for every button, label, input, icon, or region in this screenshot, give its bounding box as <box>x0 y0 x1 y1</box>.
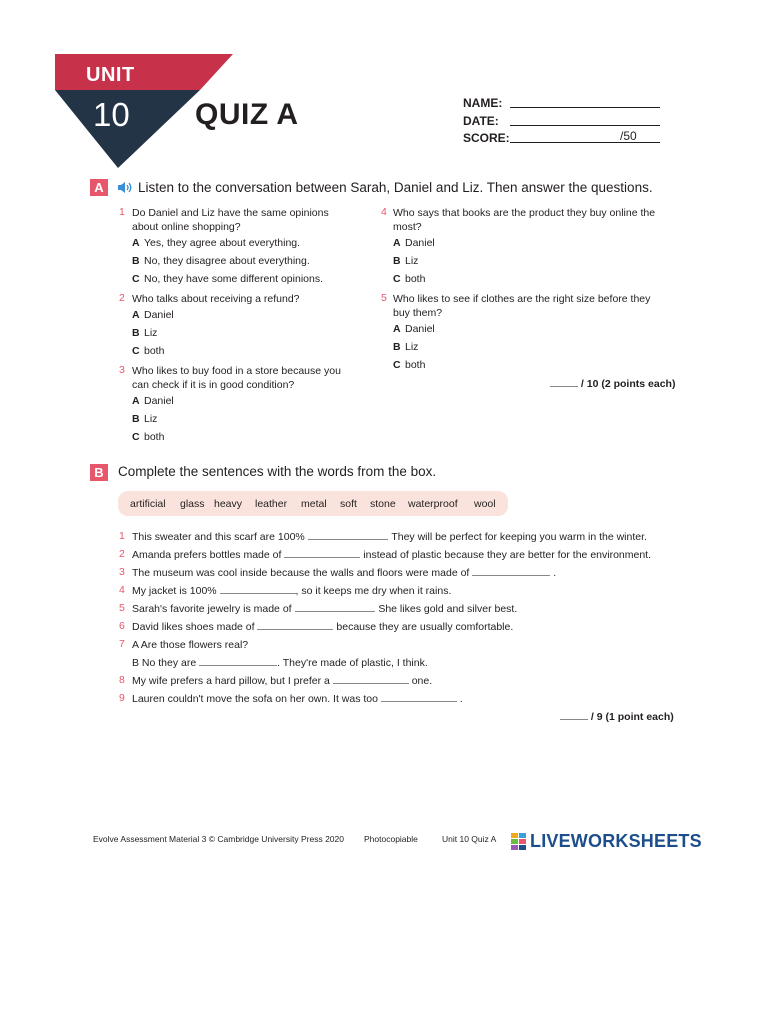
sentence-8: My wife prefers a hard pillow, but I prefer a one. <box>132 675 433 687</box>
score-total: /50 <box>620 129 637 143</box>
word-leather[interactable]: leather <box>255 498 288 510</box>
question-5-text: Who likes to see if clothes are the right size before they buy them? <box>393 293 651 319</box>
section-b-instruction: Complete the sentences with the words from the box. <box>118 464 437 479</box>
section-b-badge: B <box>90 464 108 481</box>
question-number: 1 <box>119 206 125 218</box>
q3-option-a[interactable]: A Daniel <box>132 395 174 407</box>
sentence-number: 9 <box>119 692 125 704</box>
word-glass[interactable]: glass <box>180 498 205 510</box>
unit-number: 10 <box>93 96 130 133</box>
sentence-2-blank[interactable] <box>284 548 360 558</box>
sentence-4: My jacket is 100% , so it keeps me dry when it rains. <box>132 585 452 597</box>
name-label: NAME: <box>463 96 503 110</box>
word-stone[interactable]: stone <box>370 498 396 510</box>
liveworksheets-brand: LIVEWORKSHEETS <box>530 831 702 851</box>
sentence-number: 3 <box>119 566 125 578</box>
copyright-text: Evolve Assessment Material 3 © Cambridge University Press 2020 <box>93 834 344 844</box>
section-b-score: / 9 (1 point each) <box>560 710 674 723</box>
question-number: 5 <box>381 292 387 304</box>
word-wool[interactable]: wool <box>474 498 496 510</box>
sentence-3: The museum was cool inside because the walls and floors were made of . <box>132 567 557 579</box>
q5-option-b[interactable]: B Liz <box>393 341 419 353</box>
sentence-2: Amanda prefers bottles made of instead of plastic because they are better for the environment. <box>132 549 652 561</box>
sentence-number: 2 <box>119 548 125 560</box>
q1-option-c[interactable]: C No, they have some different opinions. <box>132 273 323 285</box>
date-field[interactable] <box>510 125 660 126</box>
question-4-text: Who says that books are the product they buy online the most? <box>393 207 656 233</box>
photocopiable-text: Photocopiable <box>364 834 418 844</box>
audio-speaker-icon[interactable] <box>117 181 133 194</box>
sentence-number: 1 <box>119 530 125 542</box>
sentence-3-blank[interactable] <box>472 566 550 576</box>
q2-option-a[interactable]: A Daniel <box>132 309 174 321</box>
page-reference: Unit 10 Quiz A <box>442 834 497 844</box>
question-1-text: Do Daniel and Liz have the same opinions about online shopping? <box>132 207 329 233</box>
question-number: 3 <box>119 364 125 376</box>
section-b-score-field[interactable] <box>560 710 588 720</box>
sentence-7b: B No they are . They're made of plastic, I think. <box>132 657 428 669</box>
q4-option-a[interactable]: A Daniel <box>393 237 435 249</box>
unit-label: UNIT <box>86 64 135 86</box>
sentence-5: Sarah's favorite jewelry is made of . She likes gold and silver best. <box>132 603 518 615</box>
word-soft[interactable]: soft <box>340 498 357 510</box>
q1-option-b[interactable]: B No, they disagree about everything. <box>132 255 310 267</box>
q4-option-c[interactable]: C both <box>393 273 426 285</box>
sentence-5-blank[interactable] <box>295 602 373 612</box>
question-number: 2 <box>119 292 125 304</box>
q2-option-c[interactable]: C both <box>132 345 165 357</box>
sentence-8-blank[interactable] <box>333 674 409 684</box>
q5-option-a[interactable]: A Daniel <box>393 323 435 335</box>
name-field[interactable] <box>510 107 660 108</box>
sentence-9: Lauren couldn't move the sofa on her own. It was too . <box>132 693 463 705</box>
q3-option-b[interactable]: B Liz <box>132 413 158 425</box>
section-a-instruction: Listen to the conversation between Sarah, Daniel and Liz. Then answer the questions. <box>138 180 653 195</box>
sentence-6-blank[interactable] <box>257 620 333 630</box>
word-metal[interactable]: metal <box>301 498 327 510</box>
question-3-text: Who likes to buy food in a store because you can check if it is in good condition? <box>132 365 341 391</box>
sentence-9-blank[interactable] <box>381 692 457 702</box>
q2-option-b[interactable]: B Liz <box>132 327 158 339</box>
sentence-1-blank[interactable] <box>308 530 386 540</box>
q5-option-c[interactable]: C both <box>393 359 426 371</box>
score-label: SCORE: <box>463 131 510 145</box>
sentence-number: 8 <box>119 674 125 686</box>
q1-option-a[interactable]: A Yes, they agree about everything. <box>132 237 301 249</box>
sentence-7a: A Are those flowers real? <box>132 639 249 651</box>
sentence-1: This sweater and this scarf are 100% . They will be perfect for keeping you warm in the winter. <box>132 531 647 543</box>
liveworksheets-logo-icon <box>511 832 527 852</box>
question-2-text: Who talks about receiving a refund? <box>132 293 300 305</box>
word-waterproof[interactable]: waterproof <box>408 498 458 510</box>
quiz-title: QUIZ A <box>195 98 299 131</box>
q3-option-c[interactable]: C both <box>132 431 165 443</box>
q4-option-b[interactable]: B Liz <box>393 255 419 267</box>
sentence-number: 4 <box>119 584 125 596</box>
section-a-badge: A <box>90 179 108 196</box>
sentence-number: 6 <box>119 620 125 632</box>
date-label: DATE: <box>463 114 499 128</box>
sentence-number: 5 <box>119 602 125 614</box>
sentence-4-blank[interactable] <box>220 584 296 594</box>
score-field[interactable] <box>510 142 660 143</box>
word-heavy[interactable]: heavy <box>214 498 243 510</box>
sentence-6: David likes shoes made of because they are usually comfortable. <box>132 621 514 633</box>
word-artificial[interactable]: artificial <box>130 498 166 510</box>
sentence-number: 7 <box>119 638 125 650</box>
question-number: 4 <box>381 206 387 218</box>
section-a-score: / 10 (2 points each) <box>550 377 675 390</box>
sentence-7-blank[interactable] <box>199 656 277 666</box>
section-a-score-field[interactable] <box>550 377 578 387</box>
